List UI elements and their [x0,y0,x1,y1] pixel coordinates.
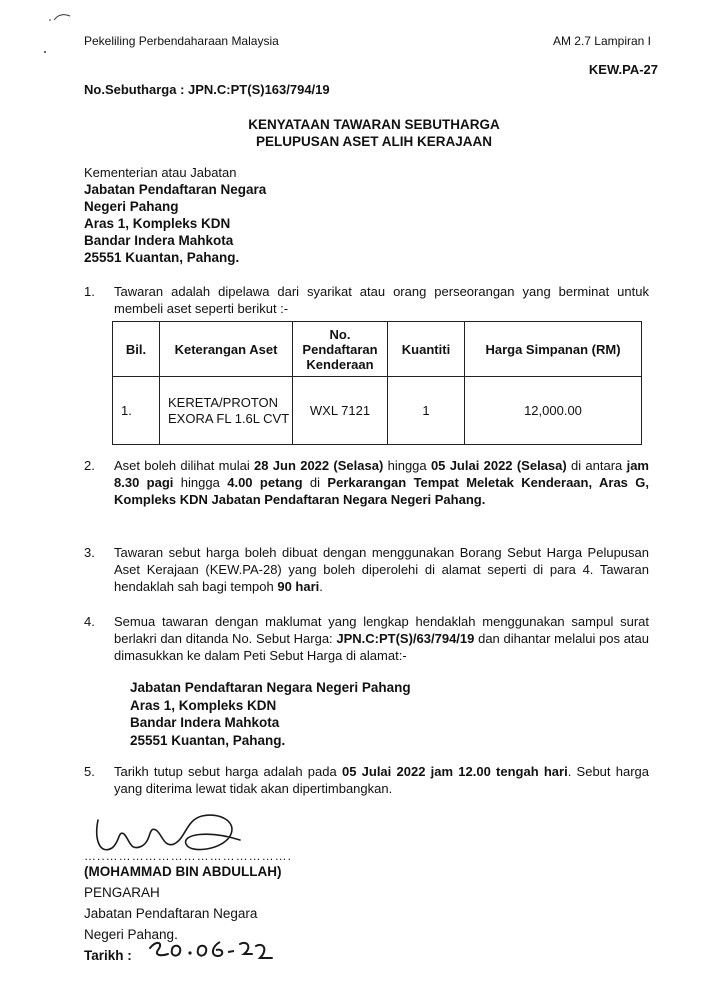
text-run-bold: Perkarangan Tempat Meletak Kenderaan, Aras G, Kompleks KDN Jabatan Pendaftaran Negara Negeri Pahang. [114,475,650,507]
text-run: . Sebut harga yang diterima lewat tidak akan dipertimbangkan. [114,764,650,796]
paragraph-text [114,763,649,797]
cell-quantity: 1 [388,377,465,445]
text-run: di [302,475,328,490]
paragraph-5 [84,763,649,797]
delivery-address [130,679,411,749]
table-row [113,377,642,445]
col-header-quantity: Kuantiti [388,322,465,377]
text-run-bold: 4.00 petang [227,475,303,490]
asset-table [112,321,642,445]
text-run: . [319,579,323,594]
text-run: dan dihantar melalui pos atau dimasukkan ke dalam Peti Sebut Harga di alamat:- [114,631,649,663]
address-line: 25551 Kuantan, Pahang. [84,250,240,265]
text-run: di antara [566,458,627,473]
paragraph-text [114,457,649,508]
address-line: Aras 1, Kompleks KDN [84,216,231,231]
signer-name: (MOHAMMAD BIN ABDULLAH) [84,864,282,879]
paragraph-number: 5. [84,764,95,779]
paragraph-number: 2. [84,458,95,473]
paragraph-1 [84,283,649,317]
table-header-row [113,322,642,377]
paragraph-3 [84,544,649,595]
text-run-bold: JPN.C:PT(S)/63/794/19 [336,631,475,646]
paragraph-number: 4. [84,614,95,629]
text-run: Aset boleh dilihat mulai [114,458,255,473]
paragraph-number: 3. [84,545,95,560]
address-line: Bandar Indera Mahkota [130,715,280,730]
date-label: Tarikh : [84,948,132,963]
col-header-registration: No. Pendaftaran Kenderaan [293,322,388,377]
text-run-bold: 05 Julai 2022 jam 12.00 tengah hari [341,764,568,779]
paragraph-text [114,613,649,664]
text-run-bold: 90 hari [277,579,320,594]
text-run-bold: 05 Julai 2022 (Selasa) [430,458,567,473]
col-header-description: Keterangan Aset [160,322,293,377]
text-run: Tawaran sebut harga boleh dibuat dengan menggunakan Borang Sebut Harga Pelupusan Aset Kerajaan (KEW.PA-28) yang boleh diperolehi di alamat seperti di para 4. Tawaran hendaklah sah bagi tempoh [114,545,649,594]
description-line: EXORA FL 1.6L CVT [168,410,290,426]
document-subtitle: PELUPUSAN ASET ALIH KERAJAAN [255,134,493,149]
document-title: KENYATAAN TAWARAN SEBUTHARGA [248,117,500,132]
text-run: hingga [383,458,431,473]
text-run: Tarikh tutup sebut harga adalah pada [114,764,342,779]
description-line: KERETA/PROTON [168,394,279,410]
col-header-price: Harga Simpanan (RM) [465,322,642,377]
address-line: Jabatan Pendaftaran Negara [84,182,267,197]
text-run: Semua tawaran dengan maklumat yang lengkap hendaklah menggunakan sampul surat berlakri dan ditanda No. Sebut Harga: [114,614,649,646]
paragraph-number: 1. [84,284,95,299]
text-run-bold: jam 8.30 pagi [114,458,649,490]
address-line: Negeri Pahang [84,199,179,214]
paragraph-text: Tawaran adalah dipelawa dari syarikat atau orang perseorangan yang berminat untuk membeli aset seperti berikut :- [114,284,649,316]
address-line: Aras 1, Kompleks KDN [130,697,277,713]
paragraph-4 [84,613,649,664]
cell-registration: WXL 7121 [293,377,388,445]
cell-no: 1. [113,377,160,445]
pen-marks [40,8,80,58]
handwritten-date [148,934,278,964]
reference-number: No.Sebutharga : JPN.C:PT(S)163/794/19 [84,82,330,97]
cell-description [160,377,293,445]
signature-line: …..……………………………………. [84,849,293,863]
signer-position: PENGARAH [84,885,160,900]
paragraph-text [114,544,649,595]
ministry-label: Kementerian atau Jabatan [84,165,237,180]
signer-department: Jabatan Pendaftaran Negara [84,906,258,921]
col-header-no: Bil. [113,322,160,377]
cell-price: 12,000.00 [465,377,642,445]
form-code: KEW.PA-27 [588,62,658,77]
annex-label: AM 2.7 Lampiran I [552,34,651,48]
text-run-bold: 28 Jun 2022 (Selasa) [254,458,384,473]
address-line: Jabatan Pendaftaran Negara Negeri Pahang [130,680,411,695]
signer-state: Negeri Pahang. [84,927,178,942]
paragraph-2 [84,457,649,508]
text-run: hingga [173,475,228,490]
ministry-address [84,164,266,266]
address-line: Bandar Indera Mahkota [84,233,234,248]
address-line: 25551 Kuantan, Pahang. [130,732,286,748]
circular-label: Pekeliling Perbendaharaan Malaysia [84,34,279,48]
